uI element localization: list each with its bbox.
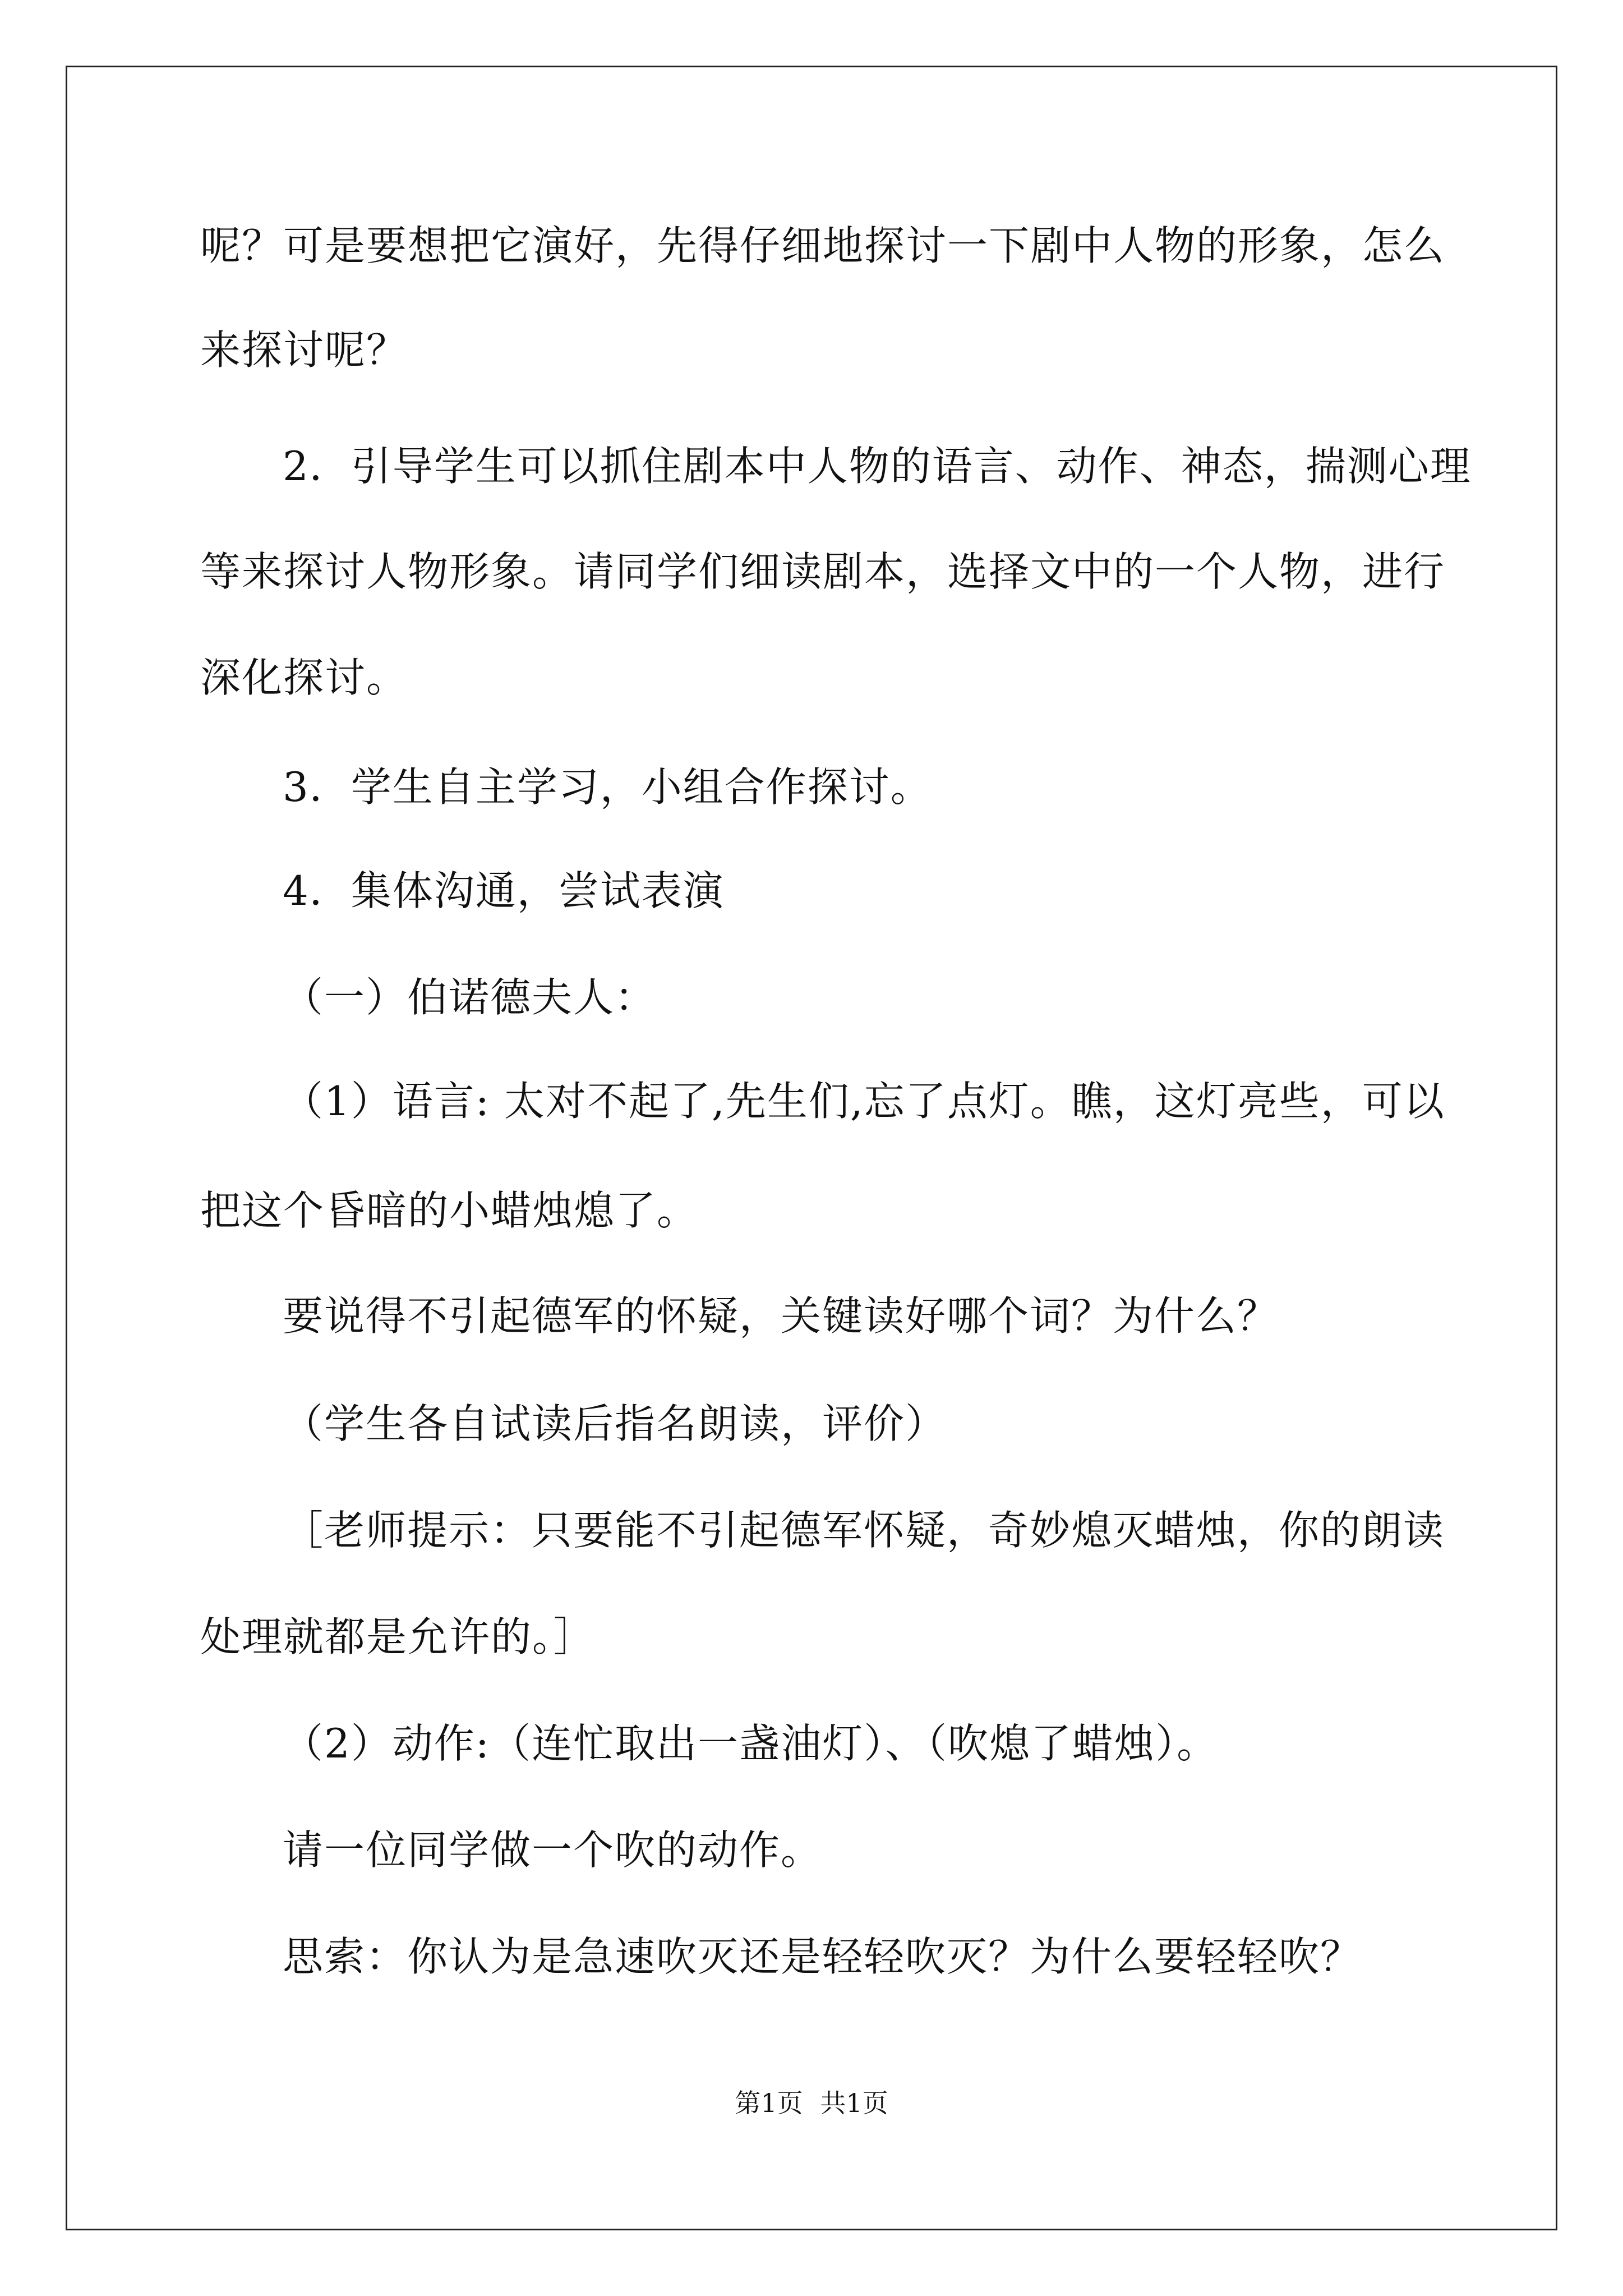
text-line: 3．学生自主学习，小组合作探讨。 — [283, 763, 932, 811]
text-line: 呢？可是要想把它演好，先得仔细地探讨一下剧中人物的形象，怎么 — [200, 222, 1446, 269]
text-line: （一）伯诺德夫人： — [283, 974, 657, 1021]
text-line: （2）动作:（连忙取出一盏油灯）、（吹熄了蜡烛）。 — [283, 1720, 1219, 1767]
text-line: 请一位同学做一个吹的动作。 — [283, 1826, 823, 1874]
page-number: 第1页 — [735, 2088, 803, 2118]
text-line: 处理就都是允许的。］ — [200, 1613, 596, 1660]
text-line: 2．引导学生可以抓住剧本中人物的语言、动作、神态，揣测心理 — [283, 443, 1472, 490]
page-total: 共1页 — [820, 2088, 888, 2118]
text-line: 深化探讨。 — [200, 654, 408, 701]
page-footer — [0, 2086, 1623, 2120]
text-line: （学生各自试读后指名朗读，评价） — [283, 1400, 947, 1447]
text-line: 4．集体沟通，尝试表演 — [283, 867, 725, 914]
page-border — [66, 66, 1557, 2230]
text-line: （1）语言: 太对不起了,先生们,忘了点灯。瞧，这灯亮些，可以 — [283, 1078, 1445, 1125]
text-line: 把这个昏暗的小蜡烛熄了。 — [200, 1187, 699, 1234]
text-line: ［老师提示：只要能不引起德军怀疑，奇妙熄灭蜡烛，你的朗读 — [283, 1507, 1445, 1554]
text-line: 要说得不引起德军的怀疑，关键读好哪个词？为什么？ — [283, 1292, 1279, 1340]
text-line: 等来探讨人物形象。请同学们细读剧本，选择文中的一个人物，进行 — [200, 548, 1446, 595]
text-line: 来探讨呢？ — [200, 326, 408, 374]
text-line: 思索：你认为是急速吹灭还是轻轻吹灭？为什么要轻轻吹？ — [283, 1933, 1362, 1980]
